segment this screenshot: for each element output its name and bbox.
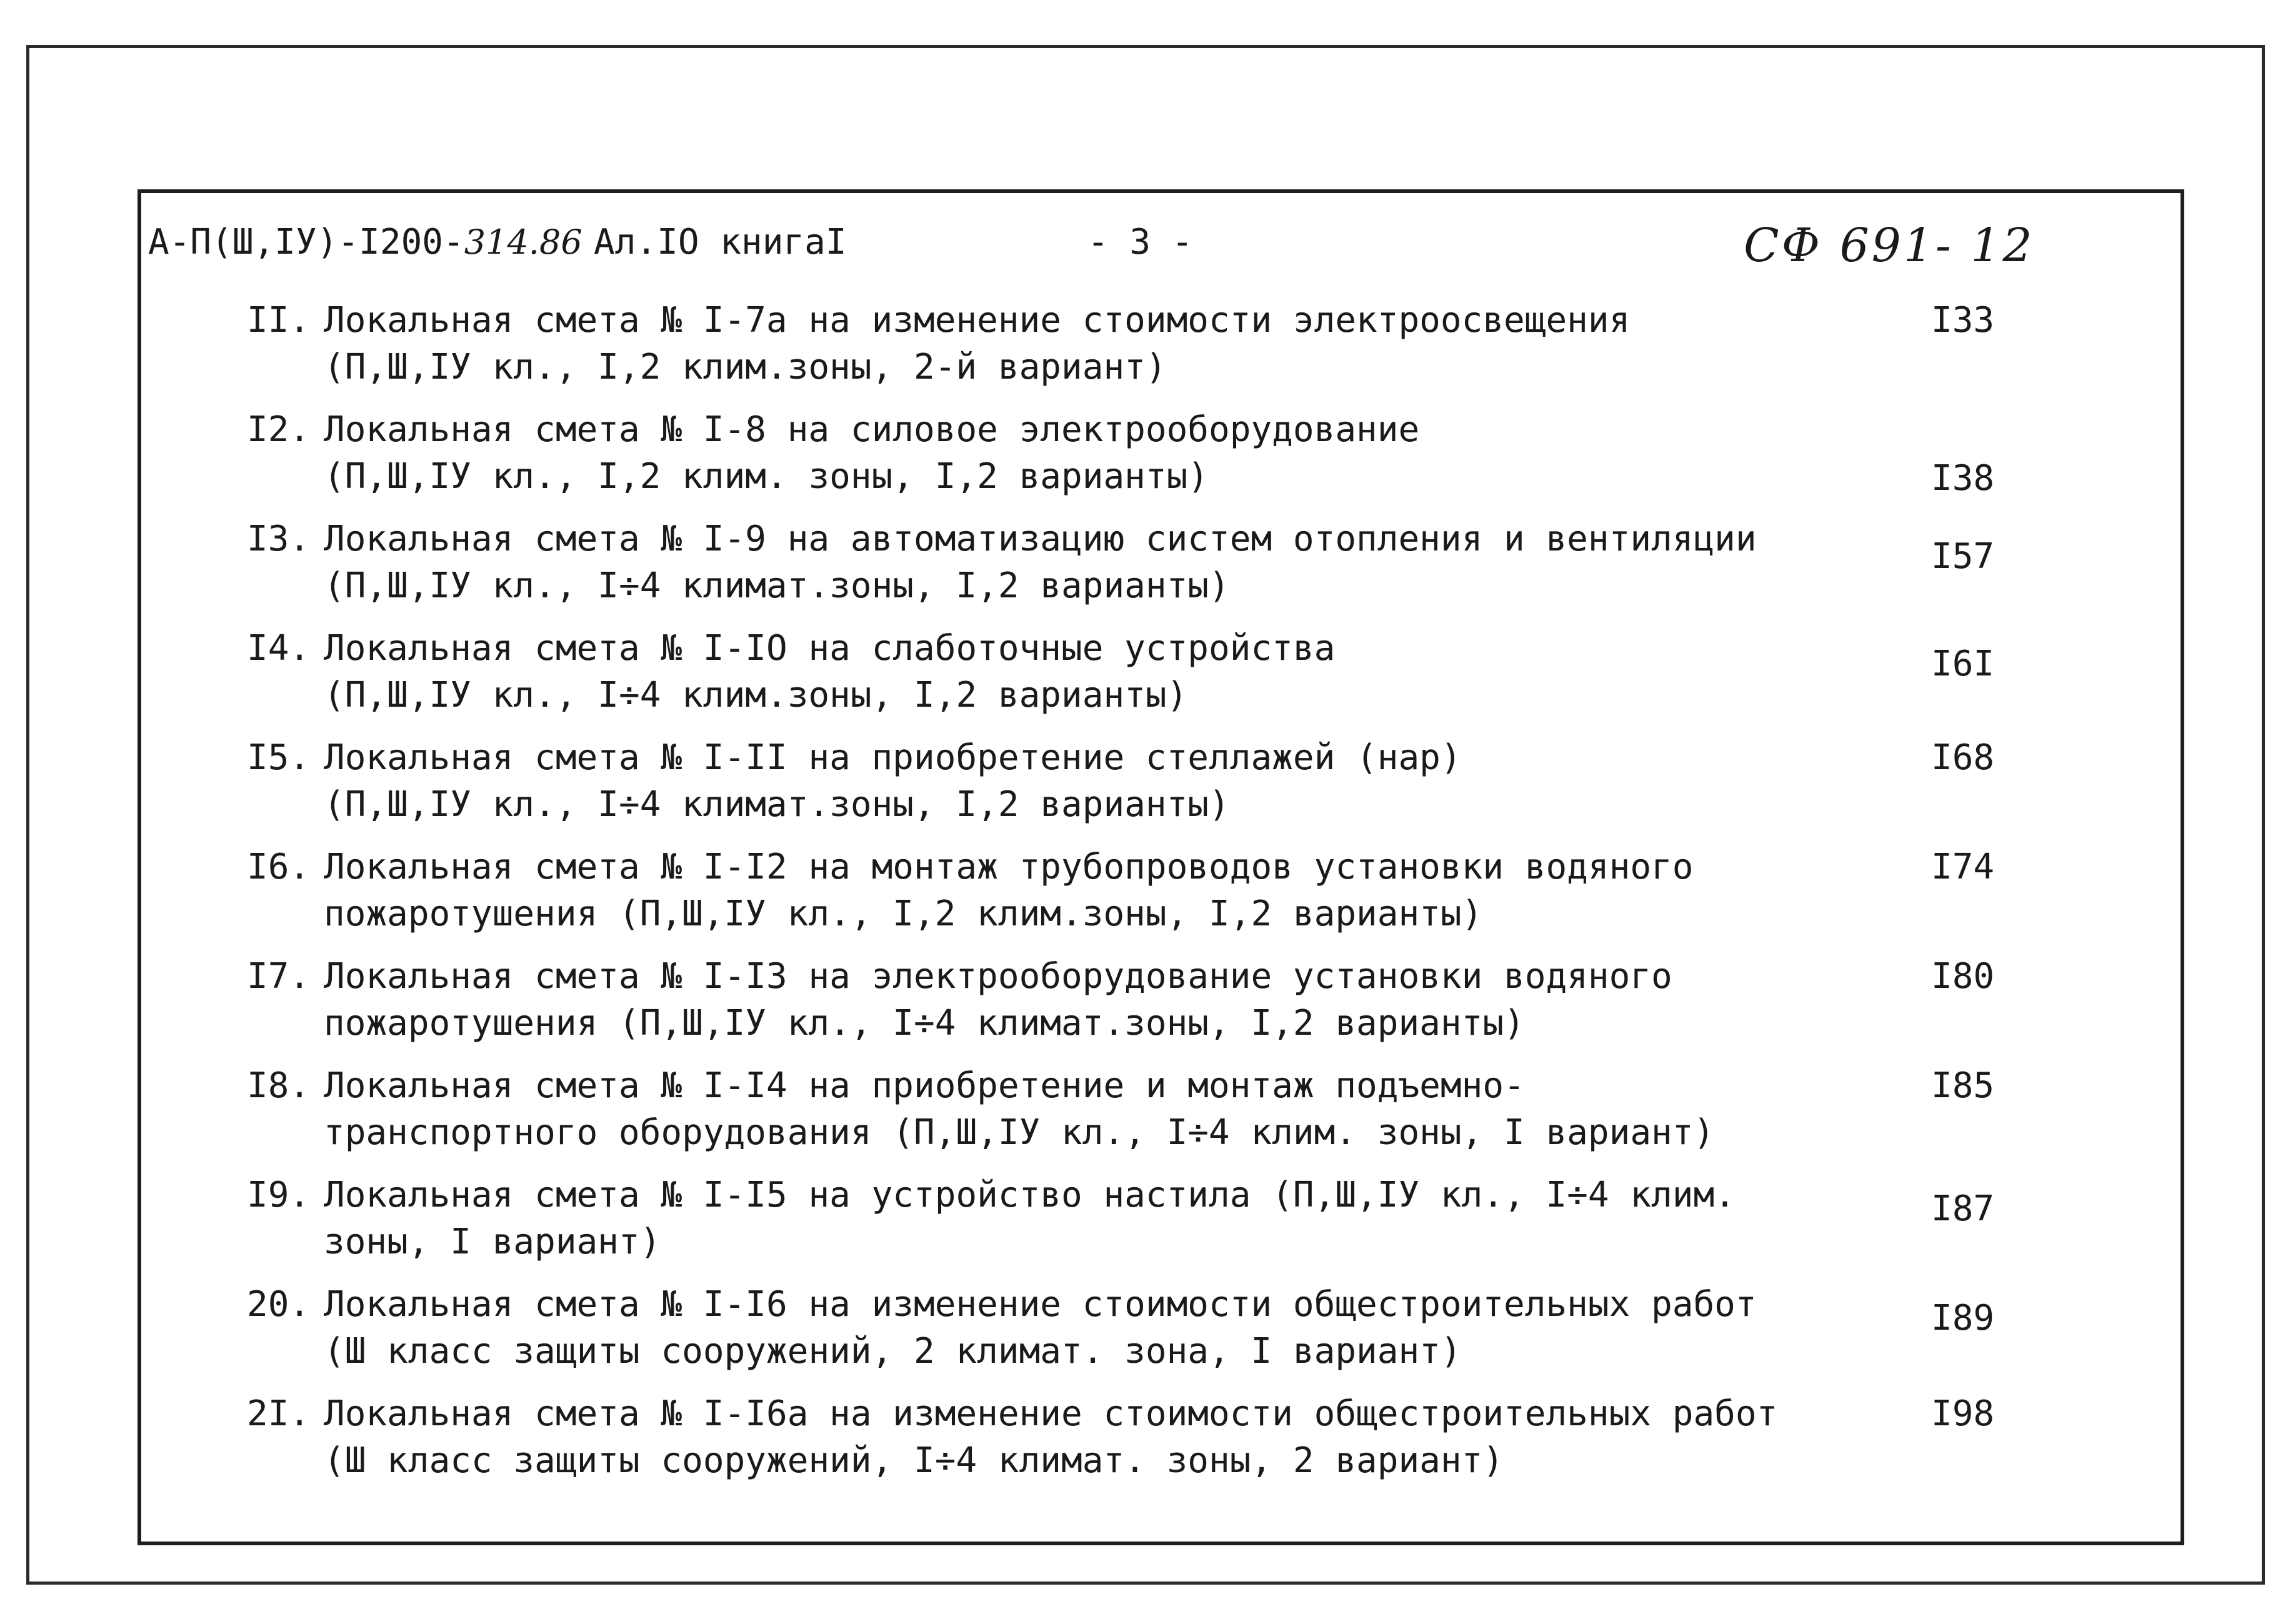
item-title: Локальная смета № I-I5 на устройство настила (П,Ш,IУ кл., I÷4 клим.	[324, 1175, 1736, 1215]
archive-stamp: СФ 691- 12	[1744, 219, 2035, 272]
item-subtitle: (П,Ш,IУ кл., I,2 клим. зоны, I,2 варианты)	[324, 456, 1209, 497]
item-title: Локальная смета № I-II на приобретение стеллажей (нар)	[324, 737, 1462, 778]
list-item	[0, 628, 2288, 728]
item-title: Локальная смета № I-I4 на приобретение и монтаж подъемно-	[324, 1065, 1525, 1106]
list-item	[0, 300, 2288, 400]
item-number: I3.	[247, 519, 311, 559]
item-number: I6.	[247, 847, 311, 887]
document-code-handwritten: 314.86	[464, 222, 582, 262]
item-title: Локальная смета № I-IО на слаботочные устройства	[324, 628, 1336, 669]
item-subtitle: (П,Ш,IУ кл., I÷4 клим.зоны, I,2 варианты)	[324, 675, 1188, 715]
list-item	[0, 1065, 2288, 1165]
item-title: Локальная смета № I-I3 на электрооборудование установки водяного	[324, 956, 1672, 997]
list-item	[0, 1284, 2288, 1384]
item-number: II.	[247, 300, 311, 341]
item-number: I9.	[247, 1175, 311, 1215]
item-page: I68	[1931, 737, 1995, 778]
list-item	[0, 737, 2288, 837]
item-subtitle: зоны, I вариант)	[324, 1222, 661, 1262]
item-page: I98	[1931, 1393, 1995, 1434]
item-title: Локальная смета № I-8 на силовое электрооборудование	[324, 409, 1420, 450]
list-item	[0, 1175, 2288, 1275]
item-number: I5.	[247, 737, 311, 778]
list-item	[0, 847, 2288, 947]
list-item	[0, 519, 2288, 619]
item-title: Локальная смета № I-I2 на монтаж трубопроводов установки водяного	[324, 847, 1694, 887]
item-subtitle: (П,Ш,IУ кл., I,2 клим.зоны, 2-й вариант)	[324, 347, 1167, 387]
item-subtitle: транспортного оборудования (П,Ш,IУ кл., I÷4 клим. зоны, I вариант)	[324, 1112, 1715, 1153]
document-code-typed: А-П(Ш,IУ)-I200-	[148, 222, 464, 262]
item-subtitle: (Ш класс защиты сооружений, I÷4 климат. зоны, 2 вариант)	[324, 1440, 1504, 1481]
item-page: I33	[1931, 300, 1995, 341]
album-label: Ал.IО книгаI	[594, 222, 847, 262]
list-item	[0, 1393, 2288, 1493]
item-number: I7.	[247, 956, 311, 997]
item-page: I6I	[1931, 644, 1995, 684]
item-page: I38	[1931, 458, 1995, 499]
item-number: 20.	[247, 1284, 311, 1325]
item-page: I74	[1931, 847, 1995, 887]
item-subtitle: (П,Ш,IУ кл., I÷4 климат.зоны, I,2 варианты)	[324, 565, 1230, 606]
item-number: I4.	[247, 628, 311, 669]
item-page: I57	[1931, 536, 1995, 577]
item-number: 2I.	[247, 1393, 311, 1434]
item-subtitle: (Ш класс защиты сооружений, 2 климат. зона, I вариант)	[324, 1331, 1462, 1372]
item-page: I89	[1931, 1298, 1995, 1338]
list-item	[0, 409, 2288, 509]
item-number: I8.	[247, 1065, 311, 1106]
item-page: I87	[1931, 1188, 1995, 1229]
list-item	[0, 956, 2288, 1056]
item-subtitle: пожаротушения (П,Ш,IУ кл., I÷4 климат.зоны, I,2 варианты)	[324, 1003, 1525, 1044]
item-subtitle: пожаротушения (П,Ш,IУ кл., I,2 клим.зоны, I,2 варианты)	[324, 894, 1483, 934]
item-title: Локальная смета № I-I6 на изменение стоимости общестроительных работ	[324, 1284, 1757, 1325]
item-title: Локальная смета № I-7а на изменение стоимости электроосвещения	[324, 300, 1631, 341]
item-page: I85	[1931, 1065, 1995, 1106]
document-code	[148, 222, 582, 262]
page-number: - 3 -	[1087, 222, 1193, 262]
item-title: Локальная смета № I-I6а на изменение стоимости общестроительных работ	[324, 1393, 1778, 1434]
item-subtitle: (П,Ш,IУ кл., I÷4 климат.зоны, I,2 варианты)	[324, 784, 1230, 825]
item-number: I2.	[247, 409, 311, 450]
item-page: I80	[1931, 956, 1995, 997]
item-title: Локальная смета № I-9 на автоматизацию систем отопления и вентиляции	[324, 519, 1757, 559]
